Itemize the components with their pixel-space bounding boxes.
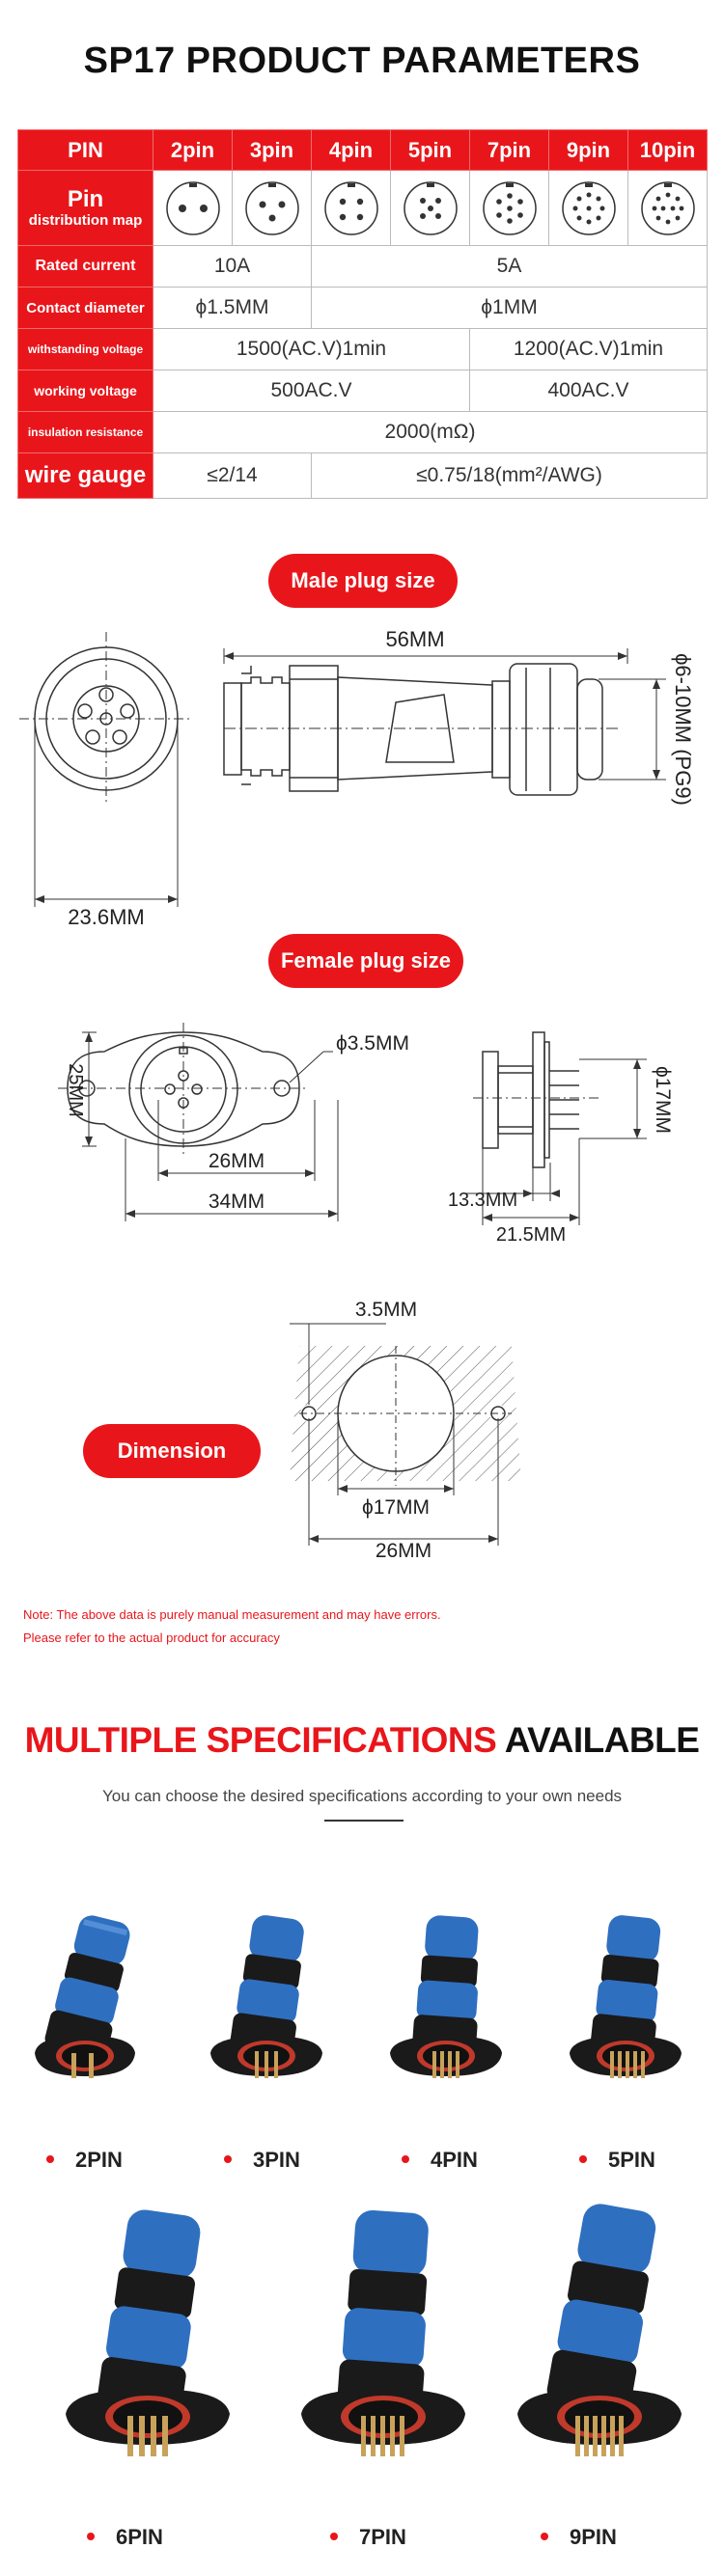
female-inner-width: 26MM <box>208 1150 265 1172</box>
specs-title-black: AVAILABLE <box>504 1720 700 1760</box>
specs-title <box>0 1720 724 1761</box>
female-front-view <box>58 1023 338 1221</box>
working-voltage-b: 400AC.V <box>470 370 708 412</box>
pin-map-4 <box>312 171 391 246</box>
cutout-hole: 3.5MM <box>354 1299 418 1321</box>
wire-gauge-label: wire gauge <box>18 453 153 499</box>
male-plug-pill: Male plug size <box>268 554 458 608</box>
working-voltage-label: working voltage <box>18 370 153 412</box>
pin-map-5 <box>391 171 470 246</box>
male-diameter: 23.6MM <box>68 905 145 929</box>
pin-9: 9pin <box>549 130 628 171</box>
contact-diameter-label: Contact diameter <box>18 288 153 329</box>
product-3pin-image <box>199 1908 334 2111</box>
contact-diameter-b: ϕ1MM <box>312 288 708 329</box>
female-plug-drawing <box>0 994 724 1274</box>
product-label-7pin: 7PIN <box>330 2525 406 2550</box>
female-hole-dia: ϕ3.5MM <box>336 1032 409 1055</box>
pin-map-label-a: Pin <box>67 185 104 212</box>
female-height: 25MM <box>65 1063 86 1117</box>
male-cable-range: ϕ6-10MM (PG9) <box>671 653 695 806</box>
male-length: 56MM <box>385 627 445 651</box>
product-label-3pin: 3PIN <box>224 2148 300 2173</box>
pin-map-9 <box>549 171 628 246</box>
product-label-9pin: 9PIN <box>541 2525 617 2550</box>
rated-current-b: 5A <box>312 246 708 288</box>
female-plug-pill: Female plug size <box>268 934 463 988</box>
male-front-view <box>19 632 193 907</box>
product-2pin-image <box>17 1908 153 2111</box>
withstanding-label: withstanding voltage <box>18 329 153 370</box>
bullet-dot <box>87 2533 95 2540</box>
rated-current-a: 10A <box>153 246 312 288</box>
bullet-dot <box>541 2533 548 2540</box>
pin-map-2 <box>153 171 233 246</box>
product-label-4pin: 4PIN <box>402 2148 478 2173</box>
product-label-6pin: 6PIN <box>87 2525 163 2550</box>
insulation-label: insulation resistance <box>18 412 153 453</box>
female-outer-width: 34MM <box>208 1191 265 1213</box>
cutout-spacing: 26MM <box>375 1540 432 1562</box>
insulation-value: 2000(mΩ) <box>153 412 708 453</box>
pin-map-label <box>18 171 153 246</box>
dimension-pill: Dimension <box>83 1424 261 1478</box>
female-depth-2: 21.5MM <box>495 1224 567 1246</box>
pin-3: 3pin <box>233 130 312 171</box>
wire-gauge-b: ≤0.75/18(mm²/AWG) <box>312 453 708 499</box>
specs-subtitle: You can choose the desired specifications according to your own needs <box>101 1787 623 1805</box>
rated-current-label: Rated current <box>18 246 153 288</box>
pin-2: 2pin <box>153 130 233 171</box>
product-7pin-image <box>292 2202 475 2501</box>
pin-4: 4pin <box>312 130 391 171</box>
product-9pin-image <box>508 2196 691 2495</box>
specs-title-red: MULTIPLE SPECIFICATIONS <box>24 1720 497 1760</box>
pin-map-7 <box>470 171 549 246</box>
pin-header: PIN <box>18 130 153 171</box>
panel-cutout-drawing <box>270 1293 541 1573</box>
product-label-2pin: 2PIN <box>46 2148 123 2173</box>
contact-diameter-a: ϕ1.5MM <box>153 288 312 329</box>
product-4pin-image <box>378 1908 514 2111</box>
female-side-dia: ϕ17MM <box>652 1065 674 1135</box>
pin-7: 7pin <box>470 130 549 171</box>
bullet-dot <box>402 2155 409 2163</box>
male-plug-drawing <box>0 617 724 936</box>
pin-10: 10pin <box>628 130 708 171</box>
divider <box>324 1820 404 1822</box>
note-line-2: Please refer to the actual product for accuracy <box>23 1631 280 1645</box>
pin-5: 5pin <box>391 130 470 171</box>
withstanding-b: 1200(AC.V)1min <box>470 329 708 370</box>
cutout-circle: ϕ17MM <box>361 1496 431 1519</box>
page-title: SP17 PRODUCT PARAMETERS <box>83 41 641 81</box>
bullet-dot <box>330 2533 338 2540</box>
bullet-dot <box>224 2155 232 2163</box>
female-depth-1: 13.3MM <box>447 1190 518 1211</box>
product-label-5pin: 5PIN <box>579 2148 655 2173</box>
male-side-view <box>224 648 666 795</box>
working-voltage-a: 500AC.V <box>153 370 470 412</box>
pin-map-label-b: distribution map <box>28 211 143 229</box>
product-6pin-image <box>56 2202 239 2501</box>
note-line-1: Note: The above data is purely manual measurement and may have errors. <box>23 1607 441 1622</box>
pin-map-10 <box>628 171 708 246</box>
wire-gauge-a: ≤2/14 <box>153 453 312 499</box>
bullet-dot <box>46 2155 54 2163</box>
product-5pin-image <box>558 1908 693 2111</box>
bullet-dot <box>579 2155 587 2163</box>
parameter-table <box>17 129 708 499</box>
withstanding-a: 1500(AC.V)1min <box>153 329 470 370</box>
pin-map-3 <box>233 171 312 246</box>
